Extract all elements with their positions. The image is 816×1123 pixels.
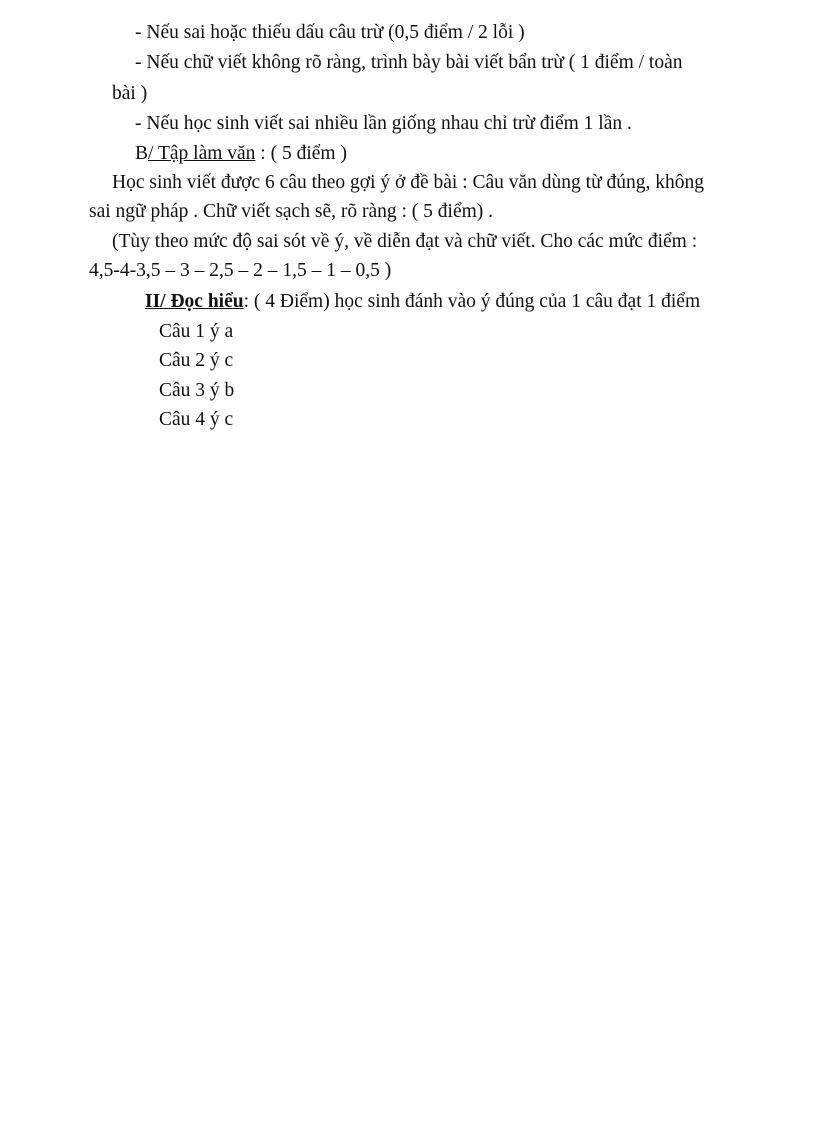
section-b-paragraph-1-line-1: Học sinh viết được 6 câu theo gợi ý ở đề bài : Câu văn dùng từ đúng, không (112, 172, 705, 193)
section-ii-heading (145, 290, 700, 314)
section-b-paragraph-1-line-2: sai ngữ pháp . Chữ viết sạch sẽ, rõ ràng : ( 5 điểm) . (89, 201, 494, 222)
scoring-note-punctuation: - Nếu sai hoặc thiếu dấu câu trừ (0,5 điểm / 2 lỗi ) (135, 22, 525, 43)
section-ii-description: : ( 4 Điểm) học sinh đánh vào ý đúng của 1 câu đạt 1 điểm (243, 291, 701, 312)
section-b-points: : ( 5 điểm ) (255, 143, 347, 164)
section-ii-title: II/ Đọc hiểu (145, 291, 244, 312)
answer-item: Câu 4 ý c (159, 409, 234, 430)
answer-item: Câu 3 ý b (159, 380, 235, 401)
section-b-paragraph-2-line-1: (Tùy theo mức độ sai sót về ý, về diễn đạt và chữ viết. Cho các mức điểm : (112, 231, 698, 252)
answer-item: Câu 2 ý c (159, 350, 234, 371)
section-b-heading (135, 142, 347, 166)
scoring-note-repeat-errors: - Nếu học sinh viết sai nhiều lần giống nhau chỉ trừ điểm 1 lần . (135, 113, 632, 134)
answer-item: Câu 1 ý a (159, 321, 234, 342)
section-b-title: / Tập làm văn (148, 143, 256, 164)
section-b-prefix: B (135, 143, 149, 164)
scoring-note-handwriting-continued: bài ) (112, 83, 148, 104)
section-b-paragraph-2-line-2: 4,5-4-3,5 – 3 – 2,5 – 2 – 1,5 – 1 – 0,5 ) (89, 260, 392, 281)
scoring-note-handwriting: - Nếu chữ viết không rõ ràng, trình bày bài viết bẩn trừ ( 1 điểm / toàn (135, 52, 683, 73)
